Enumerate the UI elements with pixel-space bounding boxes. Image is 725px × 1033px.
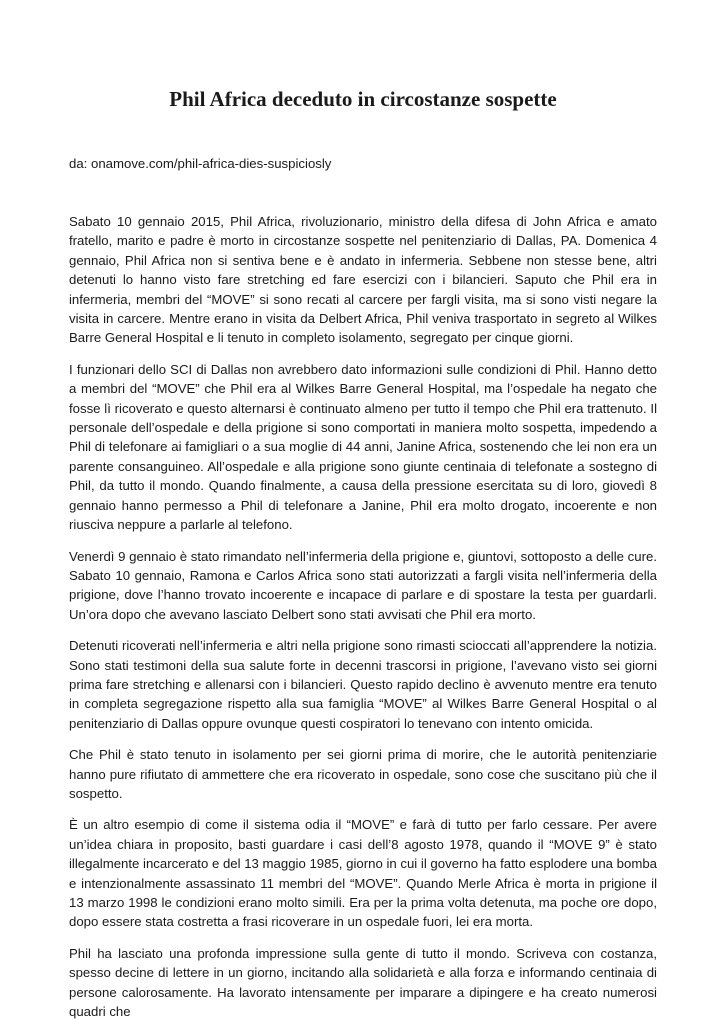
paragraph: Venerdì 9 gennaio è stato rimandato nell’infermeria della prigione e, giuntovi, sottoposto a delle cure. Sabato 10 gennaio, Ramona e Carlos Africa sono stati autorizzati a fargli visita nell’infermeria della prigione, dove l’hanno trovato incoerente e incapace di parlare e di spostare la testa per guardarli. Un’ora dopo che avevano lasciato Delbert sono stati avvisati che Phil era morto. bbox=[69, 548, 657, 622]
paragraph: Detenuti ricoverati nell’infermeria e altri nella prigione sono rimasti scioccati all’apprendere la notizia. Sono stati testimoni della sua salute forte in decenni trascorsi in prigione, l’avevano visto sei giorni prima fare stretching e allenarsi con i bilancieri. Questo rapido declino è avvenuto mentre era tenuto in completa segregazione rispetto alla sua famiglia “MOVE” al Wilkes Barre General Hospital o al penitenziario di Dallas oppure ovunque questi cospiratori lo tenevano con intento omicida. bbox=[69, 638, 657, 731]
page-title: Phil Africa deceduto in circostanze sospette bbox=[169, 87, 557, 111]
paragraph: Sabato 10 gennaio 2015, Phil Africa, rivoluzionario, ministro della difesa di John Africa e amato fratello, marito e padre è morto in circostanze sospette nel penitenziario di Dallas, PA. Domenica 4 gennaio, Phil Africa non si sentiva bene e è andato in infermeria. Sebbene non stesse bene, altri detenuti lo hanno visto fare stretching ed fare esercizi con i bilancieri. Saputo che Phil era in infermeria, membri del “MOVE” si sono recati al carcere per fargli visita, ma si sono visti negare la visita in carcere. Mentre erano in visita da Delbert Africa, Phil veniva trasportato in segreto al Wilkes Barre General Hospital e li tenuto in completo isolamento, segregato per cinque giorni. bbox=[69, 214, 657, 346]
paragraph: I funzionari dello SCI di Dallas non avrebbero dato informazioni sulle condizioni di Phil. Hanno detto a membri del “MOVE” che Phil era al Wilkes Barre General Hospital, ma l’ospedale ha negato che fosse lì ricoverato e questo alternarsi è continuato almeno per tutto il tempo che Phil era trattenuto. Il personale dell’ospedale e della prigione si sono comportati in maniera molto sospetta, impedendo a Phil di telefonare ai famigliari o a sua moglie di 44 anni, Janine Africa, sostenendo che lei non era un parente consanguineo. All’ospedale e alla prigione sono giunte centinaia di telefonate a sostegno di Phil, da tutto il mondo. Quando finalmente, a causa della pressione esercitata su di loro, giovedì 8 gennaio hanno permesso a Phil di telefonare a Janine, Phil era molto drogato, incoerente e non riusciva neppure a parlarle al telefono. bbox=[69, 361, 657, 533]
paragraph: Che Phil è stato tenuto in isolamento per sei giorni prima di morire, che le autorità penitenziarie hanno pure rifiutato di ammettere che era ricoverato in ospedale, sono cose che suscitano più che il sospetto. bbox=[69, 747, 657, 801]
paragraph: È un altro esempio di come il sistema odia il “MOVE” e farà di tutto per farlo cessare. Per avere un’idea chiara in proposito, basti guardare i casi dell’8 agosto 1978, quando il “MOVE 9” è stato illegalmente incarcerato e del 13 maggio 1985, giorno in cui il governo ha fatto esplodere una bomba e intenzionalmente assassinato 11 membri del “MOVE”. Quando Merle Africa è morta in prigione il 13 marzo 1998 le condizioni erano molto simili. Era per la prima volta detenuta, ma poche ore dopo, dopo essere stata costretta a frasi ricoverare in un ospedale fuori, lei era morta. bbox=[69, 817, 657, 930]
source-line: da: onamove.com/phil-africa-dies-suspiciosly bbox=[69, 156, 332, 171]
article-body bbox=[69, 212, 657, 1033]
paragraph: Phil ha lasciato una profonda impressione sulla gente di tutto il mondo. Scriveva con costanza, spesso decine di lettere in un giorno, incitando alla solidarietà e alla forza e informando centinaia di persone calorosamente. Ha lavorato intensamente per imparare a dipingere e ha creato numerosi quadri che bbox=[69, 945, 657, 1020]
